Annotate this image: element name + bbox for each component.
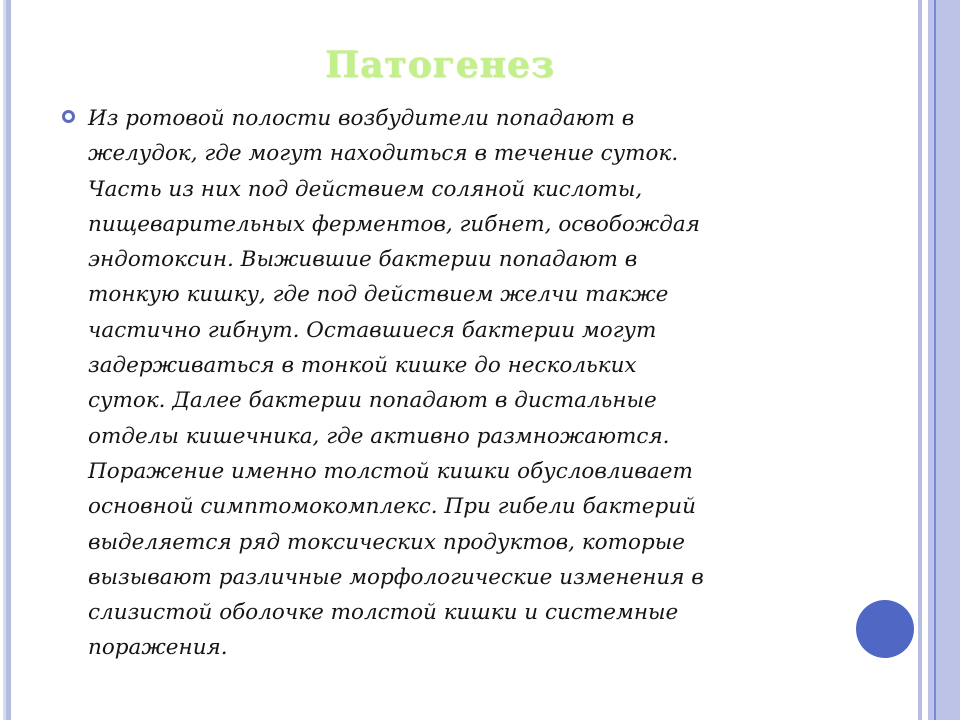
body-line: Часть из них под действием соляной кислоты, [88,176,643,202]
left-border-bar [6,0,11,720]
body-line: Из ротовой полости возбудители попадают в [88,106,635,131]
hollow-circle-bullet-icon [62,110,75,123]
body-line: основной симптомокомплекс. При гибели бактерий [88,494,696,520]
body-line: Поражение именно толстой кишки обусловливает [88,458,693,484]
body-line: тонкую кишку, где под действием желчи также [88,282,669,308]
right-border-band [928,0,960,720]
slide-body-text [88,101,848,666]
right-border-dark-line [934,0,936,720]
body-line: отделы кишечника, где активно размножаются. [88,423,670,449]
body-line: вызывают различные морфологические изменения в [88,564,704,590]
right-border-thin-bar [918,0,922,720]
body-line: суток. Далее бактерии попадают в дистальные [88,388,657,414]
body-line: задерживаться в тонкой кишке до нескольких [88,353,637,379]
body-line: желудок, где могут находиться в течение суток. [88,141,679,167]
body-line: эндотоксин. Выжившие бактерии попадают в [88,247,638,273]
body-line: пищеварительных ферментов, гибнет, освобождая [88,211,700,237]
body-line: выделяется ряд токсических продуктов, которые [88,529,685,555]
body-line: поражения. [88,635,228,661]
body-line: слизистой оболочке толстой кишки и системные [88,600,679,626]
decorative-circle-icon [856,600,914,658]
slide-title: Патогенез [325,44,555,86]
body-line: частично гибнут. Оставшиеся бактерии могут [88,317,657,343]
